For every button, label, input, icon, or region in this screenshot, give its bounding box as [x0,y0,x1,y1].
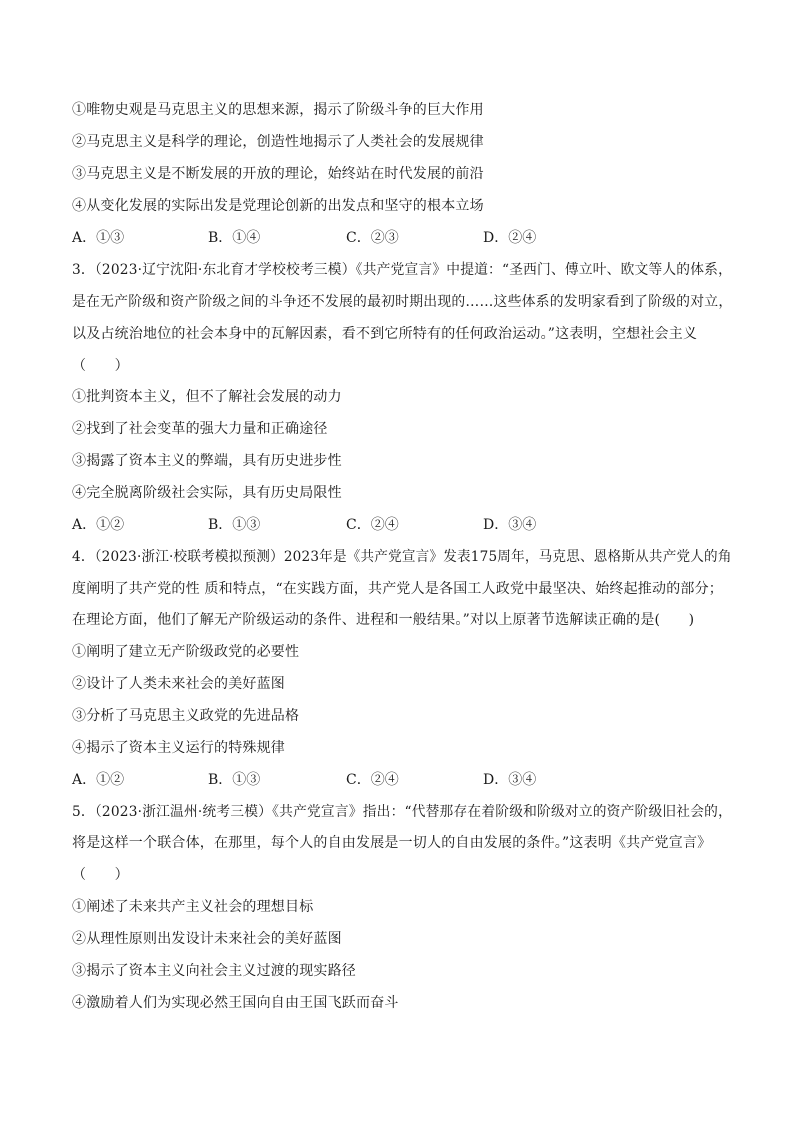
q4-option-a: A．①② [72,772,125,788]
q3-answer-blank: （ ） [72,358,129,374]
q5-item-4: ④激励着人们为实现必然王国向自由王国飞跃而奋斗 [72,995,399,1011]
q4-option-b: B．①③ [208,772,261,788]
q2-item-4: ④从变化发展的实际出发是党理论创新的出发点和坚守的根本立场 [72,198,484,214]
q5-answer-blank: （ ） [72,867,129,883]
q2-option-a: A．①③ [72,230,125,246]
q4-item-1: ①阐明了建立无产阶级政党的必要性 [72,644,300,660]
q3-stem-line-1: 3．（2023·辽宁沈阳·东北育才学校校考三模）《共产党宣言》中提道：“圣西门、傅立叶、欧文等人的体系， [72,262,733,278]
q2-option-c: C．②③ [346,230,399,246]
q5-item-1: ①阐述了未来共产主义社会的理想目标 [72,899,314,915]
q3-item-1: ①批判资本主义，但不了解社会发展的动力 [72,389,342,405]
q3-item-2: ②找到了社会变革的强大力量和正确途径 [72,421,328,437]
q3-option-d: D．③④ [483,517,537,533]
q2-item-3: ③马克思主义是不断发展的开放的理论，始终站在时代发展的前沿 [72,166,484,182]
q3-option-a: A．①② [72,517,125,533]
q3-item-4: ④完全脱离阶级社会实际，具有历史局限性 [72,485,342,501]
q5-item-2: ②从理性原则出发设计未来社会的美好蓝图 [72,931,342,947]
q4-stem-line-2: 度阐明了共产党的性 质和特点，“在实践方面，共产党人是各国工人政党中最坚决、始终起推动的部分； [72,581,724,597]
q2-option-b: B．①④ [208,230,261,246]
q4-item-3: ③分析了马克思主义政党的先进品格 [72,708,300,724]
q3-option-b: B．①③ [208,517,261,533]
q4-stem-line-3: 在理论方面，他们了解无产阶级运动的条件、进程和一般结果。”对以上原著节选解读正确的是( ) [72,612,695,628]
q3-item-3: ③揭露了资本主义的弊端，具有历史进步性 [72,453,342,469]
q4-option-c: C．②④ [346,772,399,788]
q3-stem-line-2: 是在无产阶级和资产阶级之间的斗争还不发展的最初时期出现的……这些体系的发明家看到了阶级的对立， [72,294,733,310]
q5-item-3: ③揭示了资本主义向社会主义过渡的现实路径 [72,963,356,979]
q2-item-2: ②马克思主义是科学的理论，创造性地揭示了人类社会的发展规律 [72,134,484,150]
q4-item-2: ②设计了人类未来社会的美好蓝图 [72,676,285,692]
q5-stem-line-1: 5．（2023·浙江温州·统考三模）《共产党宣言》指出：“代替那存在着阶级和阶级对立的资产阶级旧社会的， [72,804,733,820]
q4-stem-line-1: 4．（2023·浙江·校联考模拟预测）2023年是《共产党宣言》发表175周年，马克思、恩格斯从共产党人的角 [72,549,732,565]
q2-option-d: D．②④ [483,230,537,246]
q3-option-c: C．②④ [346,517,399,533]
q5-stem-line-2: 将是这样一个联合体，在那里，每个人的自由发展是一切人的自由发展的条件。”这表明《共产党宣言》 [72,835,712,851]
q2-item-1: ①唯物史观是马克思主义的思想来源，揭示了阶级斗争的巨大作用 [72,102,484,118]
q4-option-d: D．③④ [483,772,537,788]
q3-stem-line-3: 以及占统治地位的社会本身中的瓦解因素，看不到它所特有的任何政治运动。”这表明，空想社会主义 [72,326,698,342]
q4-item-4: ④揭示了资本主义运行的特殊规律 [72,740,285,756]
